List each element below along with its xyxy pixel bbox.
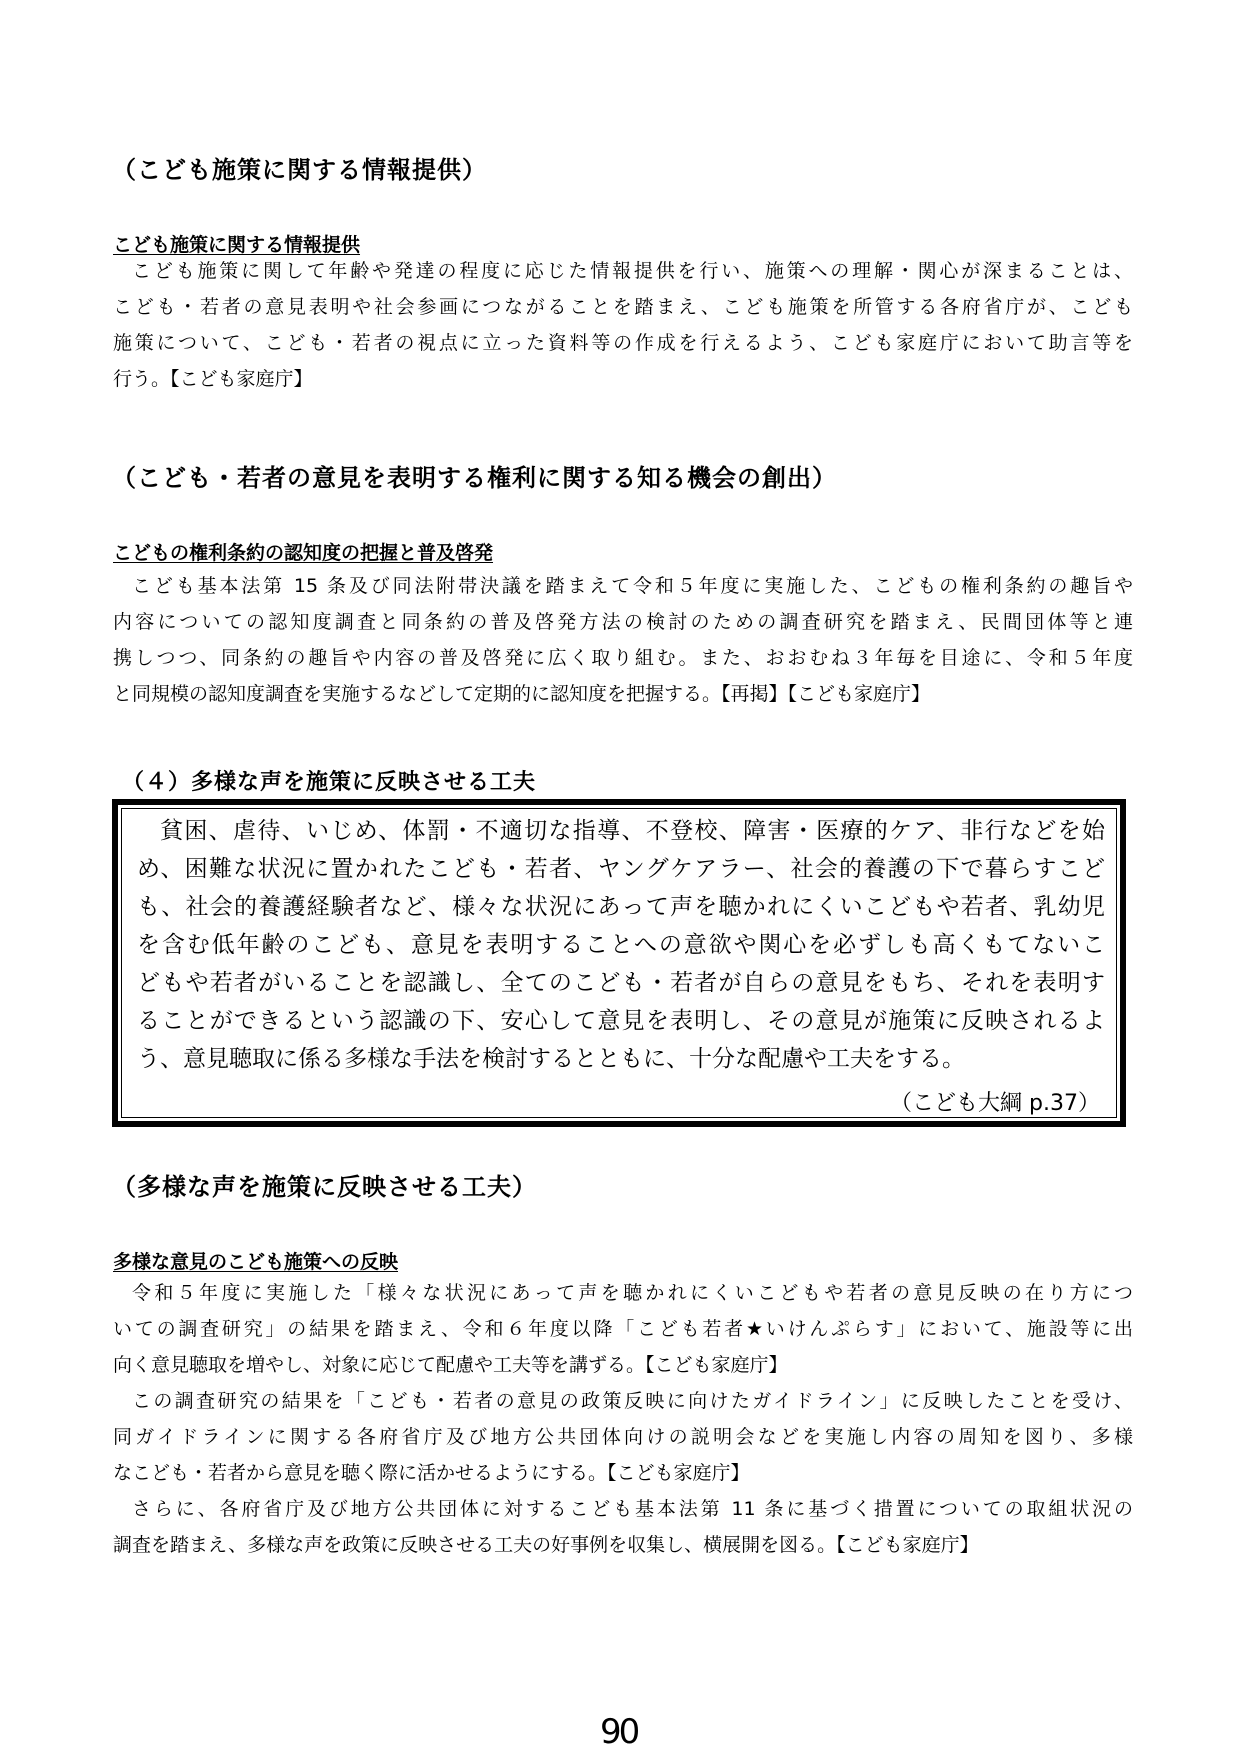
text-line: こども基本法第 15 条及び同法附帯決議を踏まえて令和５年度に実施した、こどもの権利条約の趣旨や: [132, 575, 1133, 597]
section-heading: （こども施策に関する情報提供）: [112, 156, 487, 184]
quote-line: う、意見聴取に係る多様な手法を検討するとともに、十分な配慮や工夫をする。: [137, 1046, 965, 1072]
text-line: 令和５年度に実施した「様々な状況にあって声を聴かれにくいこどもや若者の意見反映の在り方につ: [132, 1282, 1133, 1304]
text-line: いての調査研究」の結果を踏まえ、令和６年度以降「こども若者★いけんぷらす」において、施設等に出: [113, 1318, 1133, 1340]
page-number: 90: [600, 1712, 638, 1752]
subsection-heading: 多様な意見のこども施策への反映: [113, 1251, 399, 1273]
text-line: 内容についての認知度調査と同条約の普及啓発方法の検討のための調査研究を踏まえ、民間団体等と連: [113, 611, 1133, 633]
text-line: なこども・若者から意見を聴く際に活かせるようにする。【こども家庭庁】: [113, 1462, 750, 1484]
quote-line: ることができるという認識の下、安心して意見を表明し、その意見が施策に反映されるよ: [137, 1008, 1105, 1034]
quote-line: 貧困、虐待、いじめ、体罰・不適切な指導、不登校、障害・医療的ケア、非行などを始: [160, 818, 1105, 844]
text-line: 同ガイドラインに関する各府省庁及び地方公共団体向けの説明会などを実施し内容の周知を図り、多様: [113, 1426, 1133, 1448]
text-line: 向く意見聴取を増やし、対象に応じて配慮や工夫等を講ずる。【こども家庭庁】: [113, 1354, 788, 1376]
text-line: こども施策に関して年齢や発達の程度に応じた情報提供を行い、施策への理解・関心が深まることは、: [132, 260, 1133, 282]
quote-line: も、社会的養護経験者など、様々な状況にあって声を聴かれにくいこどもや若者、乳幼児: [137, 894, 1105, 920]
subsection-heading: こどもの権利条約の認知度の把握と普及啓発: [113, 542, 494, 564]
text-line: こども・若者の意見表明や社会参画につながることを踏まえ、こども施策を所管する各府省庁が、こども: [113, 296, 1133, 318]
quote-inner-frame: [121, 808, 1117, 1118]
quote-line: どもや若者がいることを認識し、全てのこども・若者が自らの意見をもち、それを表明す: [137, 970, 1106, 996]
subsection-heading: こども施策に関する情報提供: [113, 234, 361, 256]
quote-text: [137, 812, 1105, 1078]
text-line: 調査を踏まえ、多様な声を政策に反映させる工夫の好事例を収集し、横展開を図る。【こども家庭庁】: [113, 1534, 979, 1556]
section-number-title: （４）多様な声を施策に反映させる工夫: [122, 770, 537, 795]
text-line: さらに、各府省庁及び地方公共団体に対するこども基本法第 11 条に基づく措置についての取組状況の: [132, 1498, 1133, 1520]
quote-box: [112, 799, 1126, 1127]
text-line: と同規模の認知度調査を実施するなどして定期的に認知度を把握する。【再掲】【こども家庭庁】: [113, 683, 931, 705]
quote-line: を含む低年齢のこども、意見を表明することへの意欲や関心を必ずしも高くもてないこ: [137, 932, 1105, 958]
section-heading: （こども・若者の意見を表明する権利に関する知る機会の創出）: [112, 464, 837, 492]
paragraph: [113, 568, 1133, 712]
section-heading: （多様な声を施策に反映させる工夫）: [112, 1173, 537, 1201]
quote-line: め、困難な状況に置かれたこども・若者、ヤングケアラー、社会的養護の下で暮らすこど: [137, 856, 1105, 882]
quote-source: （こども大綱 p.37）: [890, 1091, 1100, 1116]
text-line: 携しつつ、同条約の趣旨や内容の普及啓発に広く取り組む。また、おおむね３年毎を目途に、令和５年度: [113, 647, 1133, 669]
text-line: 施策について、こども・若者の視点に立った資料等の作成を行えるよう、こども家庭庁において助言等を: [113, 332, 1133, 354]
paragraph: [113, 1275, 1133, 1563]
text-line: 行う。【こども家庭庁】: [113, 368, 313, 390]
text-line: この調査研究の結果を「こども・若者の意見の政策反映に向けたガイドライン」に反映したことを受け、: [132, 1390, 1133, 1412]
paragraph: [113, 253, 1133, 397]
